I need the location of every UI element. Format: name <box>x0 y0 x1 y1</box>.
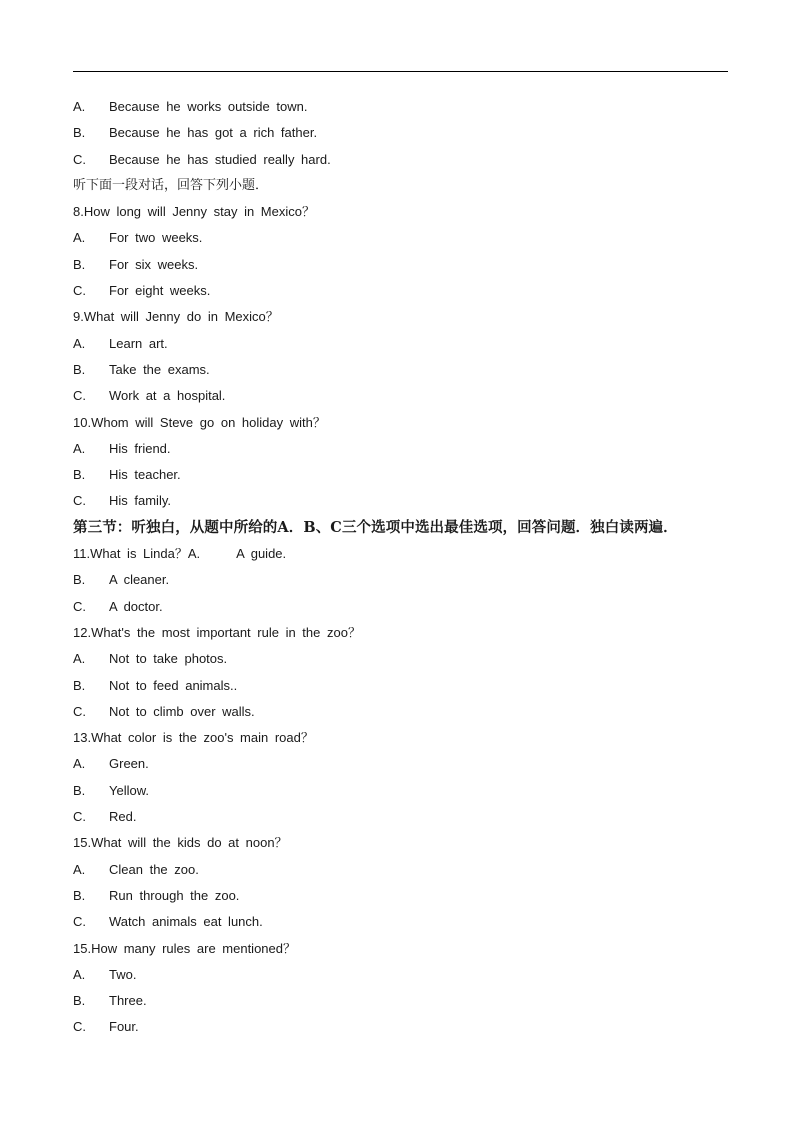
option-letter: B. <box>73 572 86 588</box>
option-letter: C. <box>73 809 86 825</box>
q13-option-b <box>73 778 733 804</box>
option-text: Because he has got a rich father. <box>109 125 318 141</box>
option-text: A doctor. <box>109 598 163 614</box>
option-text: Not to take photos. <box>109 651 228 667</box>
option-text: Because he has studied really hard. <box>109 151 331 167</box>
option-letter: A. <box>73 756 86 772</box>
option-letter: B. <box>73 125 86 141</box>
option-text: A guide. <box>236 546 287 562</box>
option-letter: A. <box>73 966 86 982</box>
q15-option-a <box>73 962 733 988</box>
q8-option-b <box>73 252 733 278</box>
option-letter: B. <box>73 256 86 272</box>
option-text: For six weeks. <box>109 256 199 272</box>
q11-option-b <box>73 567 733 593</box>
dialogue-instruction: 听下面一段对话，回答下列小题． <box>73 177 269 193</box>
q13-option-c <box>73 804 733 830</box>
option-letter: B. <box>73 467 86 483</box>
option-text: A cleaner. <box>109 572 170 588</box>
option-text: Take the exams. <box>109 361 210 377</box>
q12-option-c <box>73 699 733 725</box>
option-text: For two weeks. <box>109 230 203 246</box>
option-text: Clean the zoo. <box>109 861 199 877</box>
q14-option-b <box>73 883 733 909</box>
q8-question: 8.How long will Jenny stay in Mexico？ <box>73 204 315 220</box>
option-letter: C. <box>73 151 86 167</box>
option-text: His family. <box>109 493 171 509</box>
q9-option-b <box>73 357 733 383</box>
q7-option-a <box>73 94 733 120</box>
option-letter: C. <box>73 493 86 509</box>
option-letter: A. <box>73 861 86 877</box>
q12-option-a <box>73 646 733 672</box>
option-text: Not to climb over walls. <box>109 703 255 719</box>
option-letter: B. <box>73 887 86 903</box>
q9-option-c <box>73 383 733 409</box>
option-letter: B. <box>73 993 86 1009</box>
q12-question: 12.What's the most important rule in the zoo？ <box>73 624 361 640</box>
q9-option-a <box>73 331 733 357</box>
question-text: 11.What is Linda？A. <box>73 546 201 562</box>
q13-option-a <box>73 751 733 777</box>
q14-option-a <box>73 857 733 883</box>
option-letter: C. <box>73 914 86 930</box>
option-letter: B. <box>73 361 86 377</box>
option-letter: A. <box>73 440 86 456</box>
option-text: Three. <box>109 993 147 1009</box>
option-letter: B. <box>73 677 86 693</box>
q8-option-a <box>73 225 733 251</box>
option-text: His teacher. <box>109 467 181 483</box>
option-text: Four. <box>109 1019 139 1035</box>
header-rule <box>73 71 728 72</box>
option-text: Two. <box>109 966 137 982</box>
option-text: Because he works outside town. <box>109 99 308 114</box>
q11-question <box>73 541 733 567</box>
q15-option-b <box>73 988 733 1014</box>
option-text: Run through the zoo. <box>109 887 240 903</box>
q10-option-a <box>73 436 733 462</box>
option-text: Watch animals eat lunch. <box>109 914 263 930</box>
option-text: Learn art. <box>109 335 168 351</box>
q12-option-b <box>73 673 733 699</box>
option-letter: A. <box>73 335 86 351</box>
q14-option-c <box>73 909 733 935</box>
q7-option-b <box>73 120 733 146</box>
option-letter: A. <box>73 230 86 246</box>
option-letter: B. <box>73 782 86 798</box>
option-letter: C. <box>73 703 86 719</box>
option-letter: C. <box>73 1019 86 1035</box>
q10-question: 10.Whom will Steve go on holiday with？ <box>73 414 326 430</box>
option-text: Red. <box>109 809 137 825</box>
option-text: Yellow. <box>109 782 149 798</box>
q13-question: 13.What color is the zoo's main road？ <box>73 730 314 746</box>
q15-question: 15.How many rules are mentioned？ <box>73 940 296 956</box>
section-3-heading: 第三节：听独白，从题中所给的A．B、C三个选项中选出最佳选项，回答问题．独白读两遍． <box>73 518 678 536</box>
option-text: For eight weeks. <box>109 283 211 299</box>
option-letter: A. <box>73 99 86 114</box>
exam-page-content <box>73 94 733 1041</box>
q8-option-c <box>73 278 733 304</box>
option-text: Green. <box>109 756 149 772</box>
q14-question: 15.What will the kids do at noon？ <box>73 835 288 851</box>
q10-option-c <box>73 488 733 514</box>
q7-option-c <box>73 147 733 173</box>
q11-option-c <box>73 594 733 620</box>
q9-question: 9.What will Jenny do in Mexico？ <box>73 309 279 325</box>
q10-option-b <box>73 462 733 488</box>
option-text: His friend. <box>109 440 171 456</box>
option-text: Not to feed animals.. <box>109 677 238 693</box>
option-letter: C. <box>73 388 86 404</box>
option-letter: C. <box>73 598 86 614</box>
option-letter: A. <box>73 651 86 667</box>
q15-option-c <box>73 1014 733 1040</box>
option-text: Work at a hospital. <box>109 388 226 404</box>
option-letter: C. <box>73 283 86 299</box>
